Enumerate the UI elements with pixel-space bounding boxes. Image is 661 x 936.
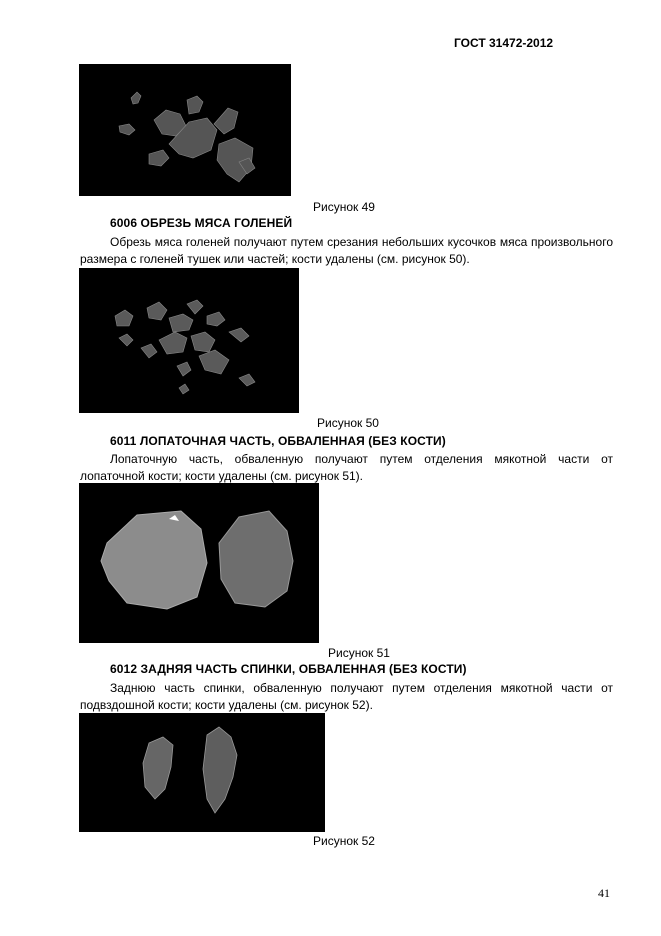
section-6011-heading: 6011 ЛОПАТОЧНАЯ ЧАСТЬ, ОБВАЛЕННАЯ (БЕЗ КОСТИ) bbox=[110, 434, 446, 448]
section-6012-text: Заднюю часть спинки, обваленную получают путем отделения мякотной части от подвздошной кости; кости удалены (см. рисунок 52). bbox=[80, 681, 613, 712]
figure-51-caption: Рисунок 51 bbox=[328, 646, 390, 660]
figure-49-photo bbox=[79, 64, 291, 196]
figure-52-caption: Рисунок 52 bbox=[313, 834, 375, 848]
section-6012-heading: 6012 ЗАДНЯЯ ЧАСТЬ СПИНКИ, ОБВАЛЕННАЯ (БЕЗ КОСТИ) bbox=[110, 662, 467, 676]
figure-50-photo bbox=[79, 268, 299, 413]
section-6006-text: Обрезь мяса голеней получают путем срезания небольших кусочков мяса произвольного размера с голеней тушек или частей; кости удалены (см. рисунок 50). bbox=[80, 235, 613, 266]
document-code: ГОСТ 31472-2012 bbox=[454, 36, 554, 50]
figure-52-photo bbox=[79, 713, 325, 832]
figure-51-photo bbox=[79, 483, 319, 643]
figure-50-caption: Рисунок 50 bbox=[317, 416, 379, 430]
figure-49-caption: Рисунок 49 bbox=[313, 200, 375, 214]
page-number: 41 bbox=[598, 886, 610, 900]
section-6006-heading: 6006 ОБРЕЗЬ МЯСА ГОЛЕНЕЙ bbox=[110, 216, 293, 230]
section-6011-text: Лопаточную часть, обваленную получают путем отделения мякотной части от лопаточной кости; кости удалены (см. рисунок 51). bbox=[80, 452, 613, 483]
